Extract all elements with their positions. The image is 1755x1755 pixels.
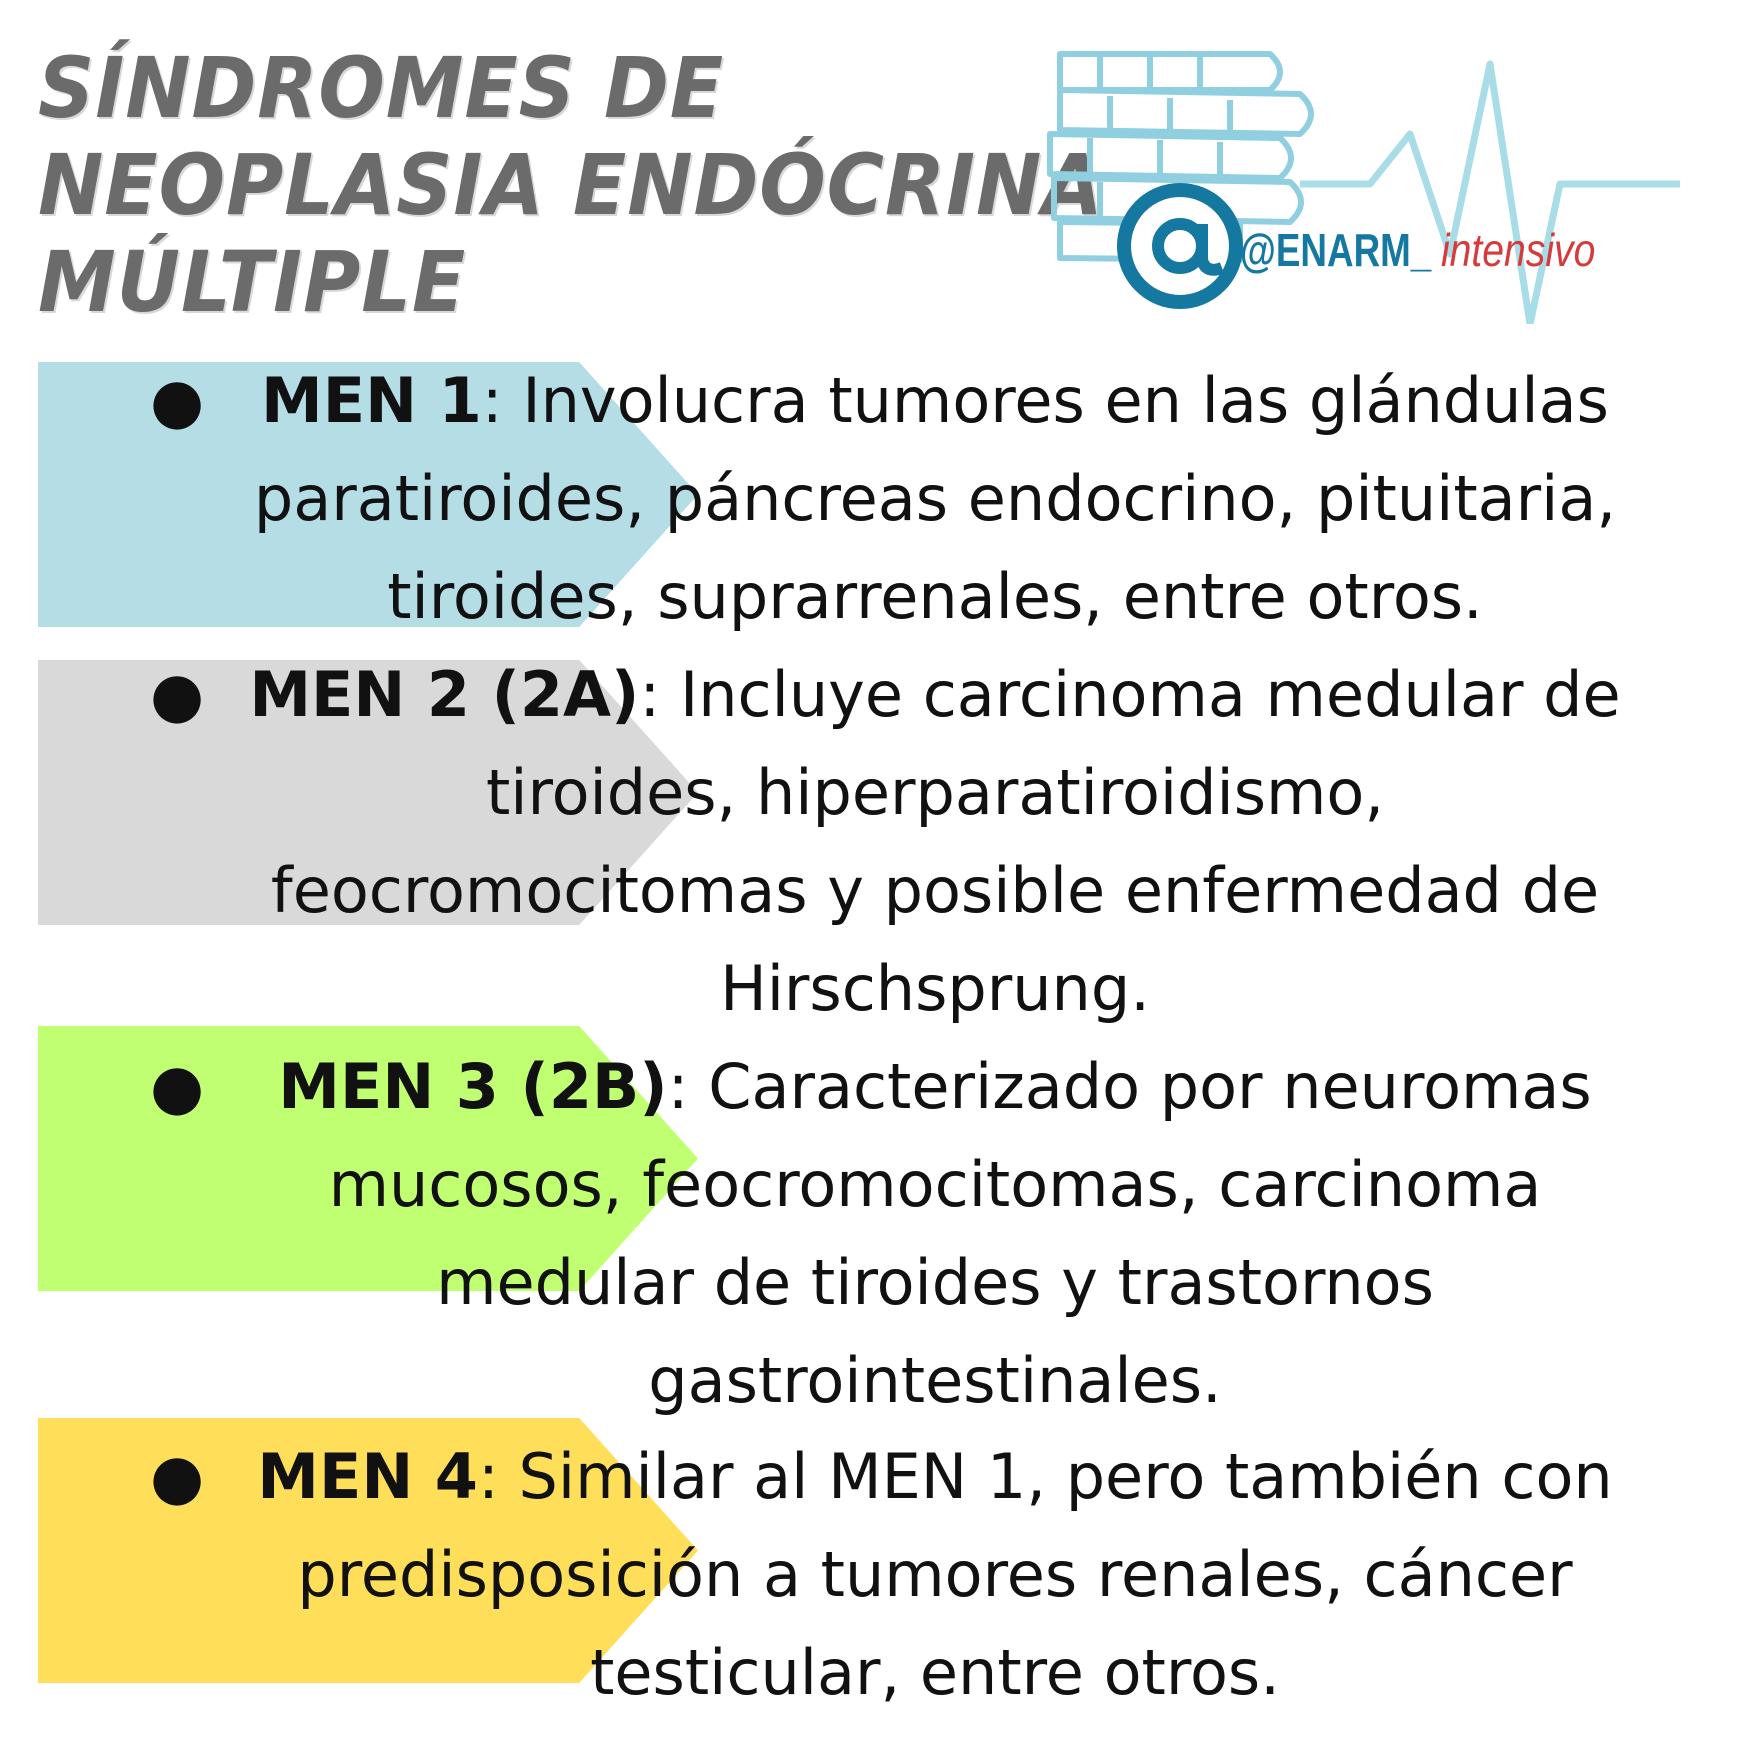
item-description: Similar al MEN 1, pero también con predisposición a tumores renales, cáncer testicular, entre otros. [297, 1440, 1613, 1709]
title-line: SÍNDROMES DE [38, 39, 725, 137]
list-item-text: MEN 3 (2B): Caracterizado por neuromas mucosos, feocromocitomas, carcinoma medular de tiroides y trastornos gastrointestinales. [278, 1050, 1592, 1417]
item-name: MEN 4 [257, 1440, 478, 1513]
books-pulse-icon [1040, 24, 1740, 324]
item-description: Incluye carcinoma medular de tiroides, hiperparatiroidismo, feocromocitomas y posible enfermedad de Hirschsprung. [270, 658, 1621, 1025]
bullet-icon: ● [150, 1050, 205, 1123]
item-name: MEN 1 [261, 364, 482, 437]
list-item-men2 [150, 646, 1660, 1038]
title-line: MÚLTIPLE [38, 233, 467, 331]
item-name: MEN 3 (2B) [278, 1050, 668, 1123]
enarm-logo [1040, 24, 1740, 324]
title-line: NEOPLASIA ENDÓCRINA [38, 136, 1104, 234]
logo-handle-suffix: intensivo [1441, 224, 1596, 276]
list-item-men4 [150, 1428, 1660, 1722]
list-item-text: MEN 4: Similar al MEN 1, pero también con predisposición a tumores renales, cáncer testicular, entre otros. [257, 1440, 1613, 1709]
item-description: Involucra tumores en las glándulas paratiroides, páncreas endocrino, pituitaria, tiroides, suprarrenales, entre otros. [253, 364, 1617, 633]
logo-handle-brand: @ENARM_ [1240, 224, 1432, 276]
list-item-men3 [150, 1038, 1660, 1430]
item-name: MEN 2 (2A) [249, 658, 640, 731]
bullet-icon: ● [150, 364, 205, 437]
page-title [38, 39, 1104, 331]
list-item-text: MEN 2 (2A): Incluye carcinoma medular de tiroides, hiperparatiroidismo, feocromocitomas y posible enfermedad de Hirschsprung. [249, 658, 1621, 1025]
bullet-icon: ● [150, 1440, 205, 1513]
item-description: Caracterizado por neuromas mucosos, feocromocitomas, carcinoma medular de tiroides y trastornos gastrointestinales. [328, 1050, 1592, 1417]
list-item-text: MEN 1: Involucra tumores en las glándulas paratiroides, páncreas endocrino, pituitaria, tiroides, suprarrenales, entre otros. [253, 364, 1617, 633]
list-item-men1 [150, 352, 1660, 646]
logo-handle [1240, 222, 1623, 278]
bullet-icon: ● [150, 658, 205, 731]
